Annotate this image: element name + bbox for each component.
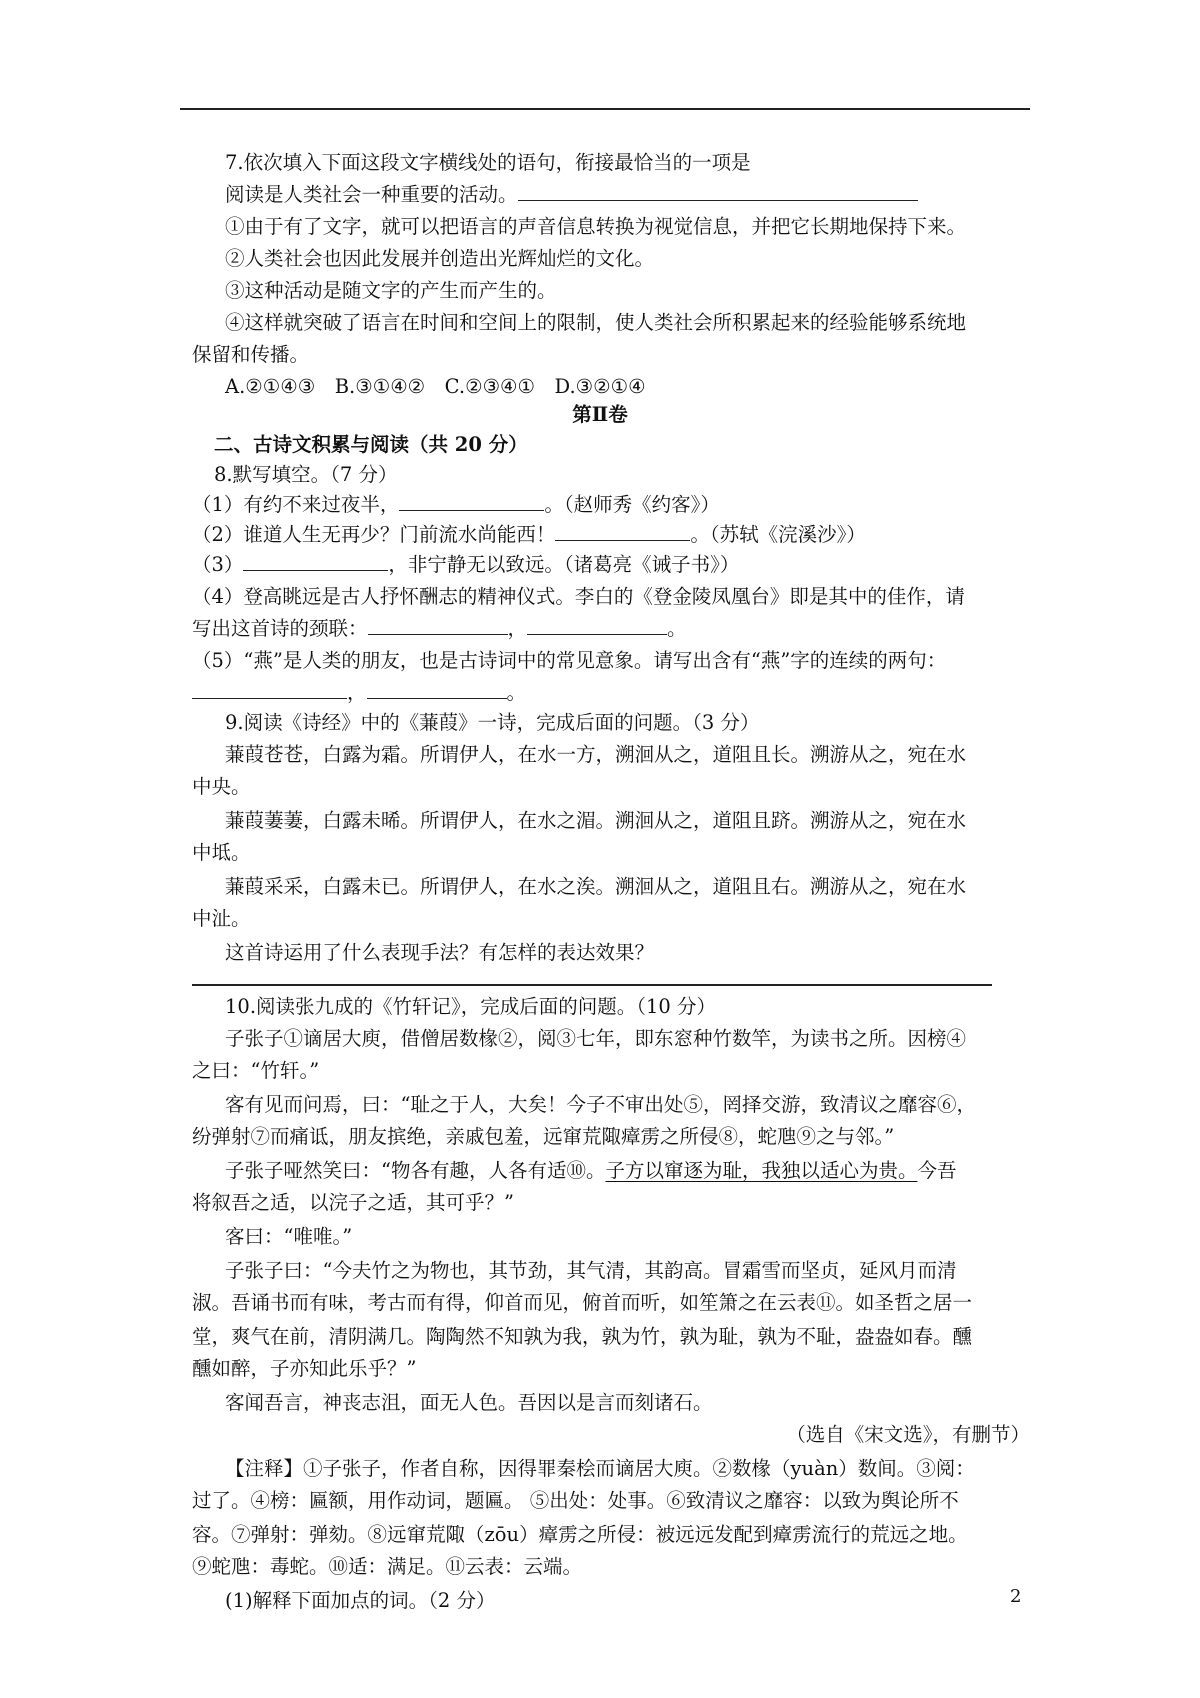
q8-item-5: （5）“燕”是人类的朋友，也是古诗词中的常见意象。请写出含有“燕”字的连续的两句： xyxy=(192,649,947,672)
q8-item-2 xyxy=(192,520,866,550)
q9-question: 这首诗运用了什么表现手法？有怎样的表达效果？ xyxy=(225,941,655,964)
q10-para-1: 子张子①谪居大庾，借僧居数椽②，阅③七年，即东窓种竹数竿，为读书之所。因榜④ xyxy=(225,1027,967,1050)
q8-item-4: （4）登高眺远是古人抒怀酬志的精神仪式。李白的《登金陵凤凰台》即是其中的佳作，请 xyxy=(192,585,965,608)
q7-sentence-1: ①由于有了文字，就可以把语言的声音信息转换为视觉信息，并把它长期地保持下来。 xyxy=(225,215,967,238)
q8-item-4-blank-2 xyxy=(527,614,667,635)
q8-item-5-cont xyxy=(192,678,526,708)
q9-poem-stanza-1: 蒹葭苍苍，白露为霜。所谓伊人，在水一方，溯洄从之，道阻且长。溯游从之，宛在水 xyxy=(225,743,967,766)
q8-item-3-blank xyxy=(243,550,388,571)
q9-answer-line xyxy=(192,984,992,986)
q8-item-5-comma: ， xyxy=(347,681,367,704)
q9-poem-stanza-3-cont: 中沚。 xyxy=(192,907,251,930)
q8-item-3 xyxy=(192,550,739,580)
q10-para-2: 客有见而问焉，曰：“耻之于人，大矣！今子不审出处⑤，罔择交游，致清议之靡容⑥， xyxy=(225,1093,976,1116)
q8-item-4-cont xyxy=(192,614,687,644)
section-heading: 二、古诗文积累与阅读（共 20 分） xyxy=(214,433,528,456)
q7-stem-text: 阅读是人类社会一种重要的活动。 xyxy=(225,183,518,206)
q7-stem xyxy=(225,180,918,210)
q8-item-2-source: 。（苏轼《浣溪沙》） xyxy=(690,523,866,546)
q10-para-5-line-4: 醺如醉，子亦知此乐乎？” xyxy=(192,1357,417,1380)
q8-item-4-blank-1 xyxy=(368,614,508,635)
q10-para-5: 子张子曰：“今夫竹之为物也，其节劲，其气清，其韵高。冒霜雪而坚贞，延风月而清 xyxy=(225,1259,957,1282)
page-number: 2 xyxy=(1010,1586,1022,1607)
q7-sentence-3: ③这种活动是随文字的产生而产生的。 xyxy=(225,279,557,302)
q7-sentence-4-cont: 保留和传播。 xyxy=(192,343,310,366)
q8-item-1-blank xyxy=(399,490,544,511)
q10-para-3-cont: 将叙吾之适，以浣子之适，其可乎？” xyxy=(192,1191,514,1214)
q8-item-5-blank-1 xyxy=(192,678,347,699)
part-heading: 第Ⅱ卷 xyxy=(572,403,628,426)
q10-para-1-cont: 之曰：“竹轩。” xyxy=(192,1059,320,1082)
q7-options: A.②①④③ B.③①④② C.②③④① D.③②①④ xyxy=(225,375,646,398)
q7-answer-blank xyxy=(518,180,918,201)
q9-poem-stanza-1-cont: 中央。 xyxy=(192,775,251,798)
q8-item-3-source: ，非宁静无以致远。（诸葛亮《诫子书》） xyxy=(388,553,740,576)
q8-item-2-blank xyxy=(555,520,690,541)
q10-notes-line-3: 容。⑦弹射：弹劾。⑧远窜荒陬（zōu）瘴雳之所侵：被远远发配到瘴雳流行的荒远之地。 xyxy=(192,1523,968,1546)
q10-para-5-line-3: 堂，爽气在前，清阴满几。陶陶然不知孰为我，孰为竹，孰为耻，孰为不耻，盎盎如春。醺 xyxy=(192,1325,973,1348)
q10-subquestion-1: (1)解释下面加点的词。（2 分） xyxy=(225,1589,496,1612)
q10-notes-line-1: 【注释】①子张子，作者自称，因得罪秦桧而谪居大庾。②数椽（yuàn）数间。③阅： xyxy=(225,1457,975,1480)
q10-notes-line-2: 过了。④榜：匾额，用作动词，题匾。 ⑤出处：处事。⑥致清议之靡容：以致为舆论所不 xyxy=(192,1489,959,1512)
q9-poem-stanza-2: 蒹葭萋萋，白露未晞。所谓伊人，在水之湄。溯洄从之，道阻且跻。溯游从之，宛在水 xyxy=(225,809,967,832)
q8-item-4-comma: ， xyxy=(507,617,528,640)
q8-item-1-prompt: （1）有约不来过夜半， xyxy=(192,493,400,516)
q8-title: 8.默写填空。（7 分） xyxy=(214,463,398,486)
q9-title: 9.阅读《诗经》中的《蒹葭》一诗，完成后面的问题。（3 分） xyxy=(225,711,760,734)
q10-source: （选自《宋文选》，有删节） xyxy=(786,1423,1030,1446)
q8-item-5-blank-2 xyxy=(367,678,507,699)
q8-item-3-prompt: （3） xyxy=(192,553,244,576)
q10-para-3 xyxy=(225,1156,957,1186)
q10-para-6: 客闻吾言，神丧志沮，面无人色。吾因以是言而刻诸石。 xyxy=(225,1391,713,1414)
header-rule xyxy=(180,108,1030,110)
q8-item-1-source: 。（赵师秀《约客》） xyxy=(544,493,720,516)
q8-item-1 xyxy=(192,490,720,520)
q8-item-5-period: 。 xyxy=(506,681,527,704)
q10-underlined-sentence: 子方以窜逐为耻，我独以适心为贵。 xyxy=(605,1159,918,1182)
q10-title: 10.阅读张九成的《竹轩记》，完成后面的问题。（10 分） xyxy=(225,995,717,1018)
q10-notes-line-4: ⑨蛇虺：毒蛇。⑩适：满足。⑪云表：云端。 xyxy=(192,1555,583,1578)
q8-item-2-prompt: （2）谁道人生无再少？门前流水尚能西！ xyxy=(192,523,556,546)
q10-para-5-line-2: 淑。吾诵书而有味，考古而有得，仰首而见，俯首而听，如笙箫之在云表⑪。如圣哲之居一 xyxy=(192,1291,973,1314)
q10-para-3-text-end: 今吾 xyxy=(917,1159,957,1182)
q8-item-4-prompt: 写出这首诗的颈联： xyxy=(192,617,368,640)
q8-item-4-period: 。 xyxy=(667,617,687,640)
q10-para-3-text: 子张子哑然笑曰：“物各有趣，人各有适⑩。 xyxy=(225,1159,606,1182)
q7-sentence-2: ②人类社会也因此发展并创造出光辉灿烂的文化。 xyxy=(225,247,655,270)
q10-para-4: 客曰：“唯唯。” xyxy=(225,1225,353,1248)
q7-sentence-4: ④这样就突破了语言在时间和空间上的限制，使人类社会所积累起来的经验能够系统地 xyxy=(225,311,967,334)
q9-poem-stanza-3: 蒹葭采采，白露未已。所谓伊人，在水之涘。溯洄从之，道阻且右。溯游从之，宛在水 xyxy=(225,875,967,898)
q9-poem-stanza-2-cont: 中坻。 xyxy=(192,841,251,864)
q7-title: 7.依次填入下面这段文字横线处的语句，衔接最恰当的一项是 xyxy=(225,151,751,174)
q10-para-2-cont: 纷弹射⑦而痛诋，朋友摈绝，亲戚包羞，远窜荒陬瘴雳之所侵⑧，蛇虺⑨之与邻。” xyxy=(192,1125,895,1148)
